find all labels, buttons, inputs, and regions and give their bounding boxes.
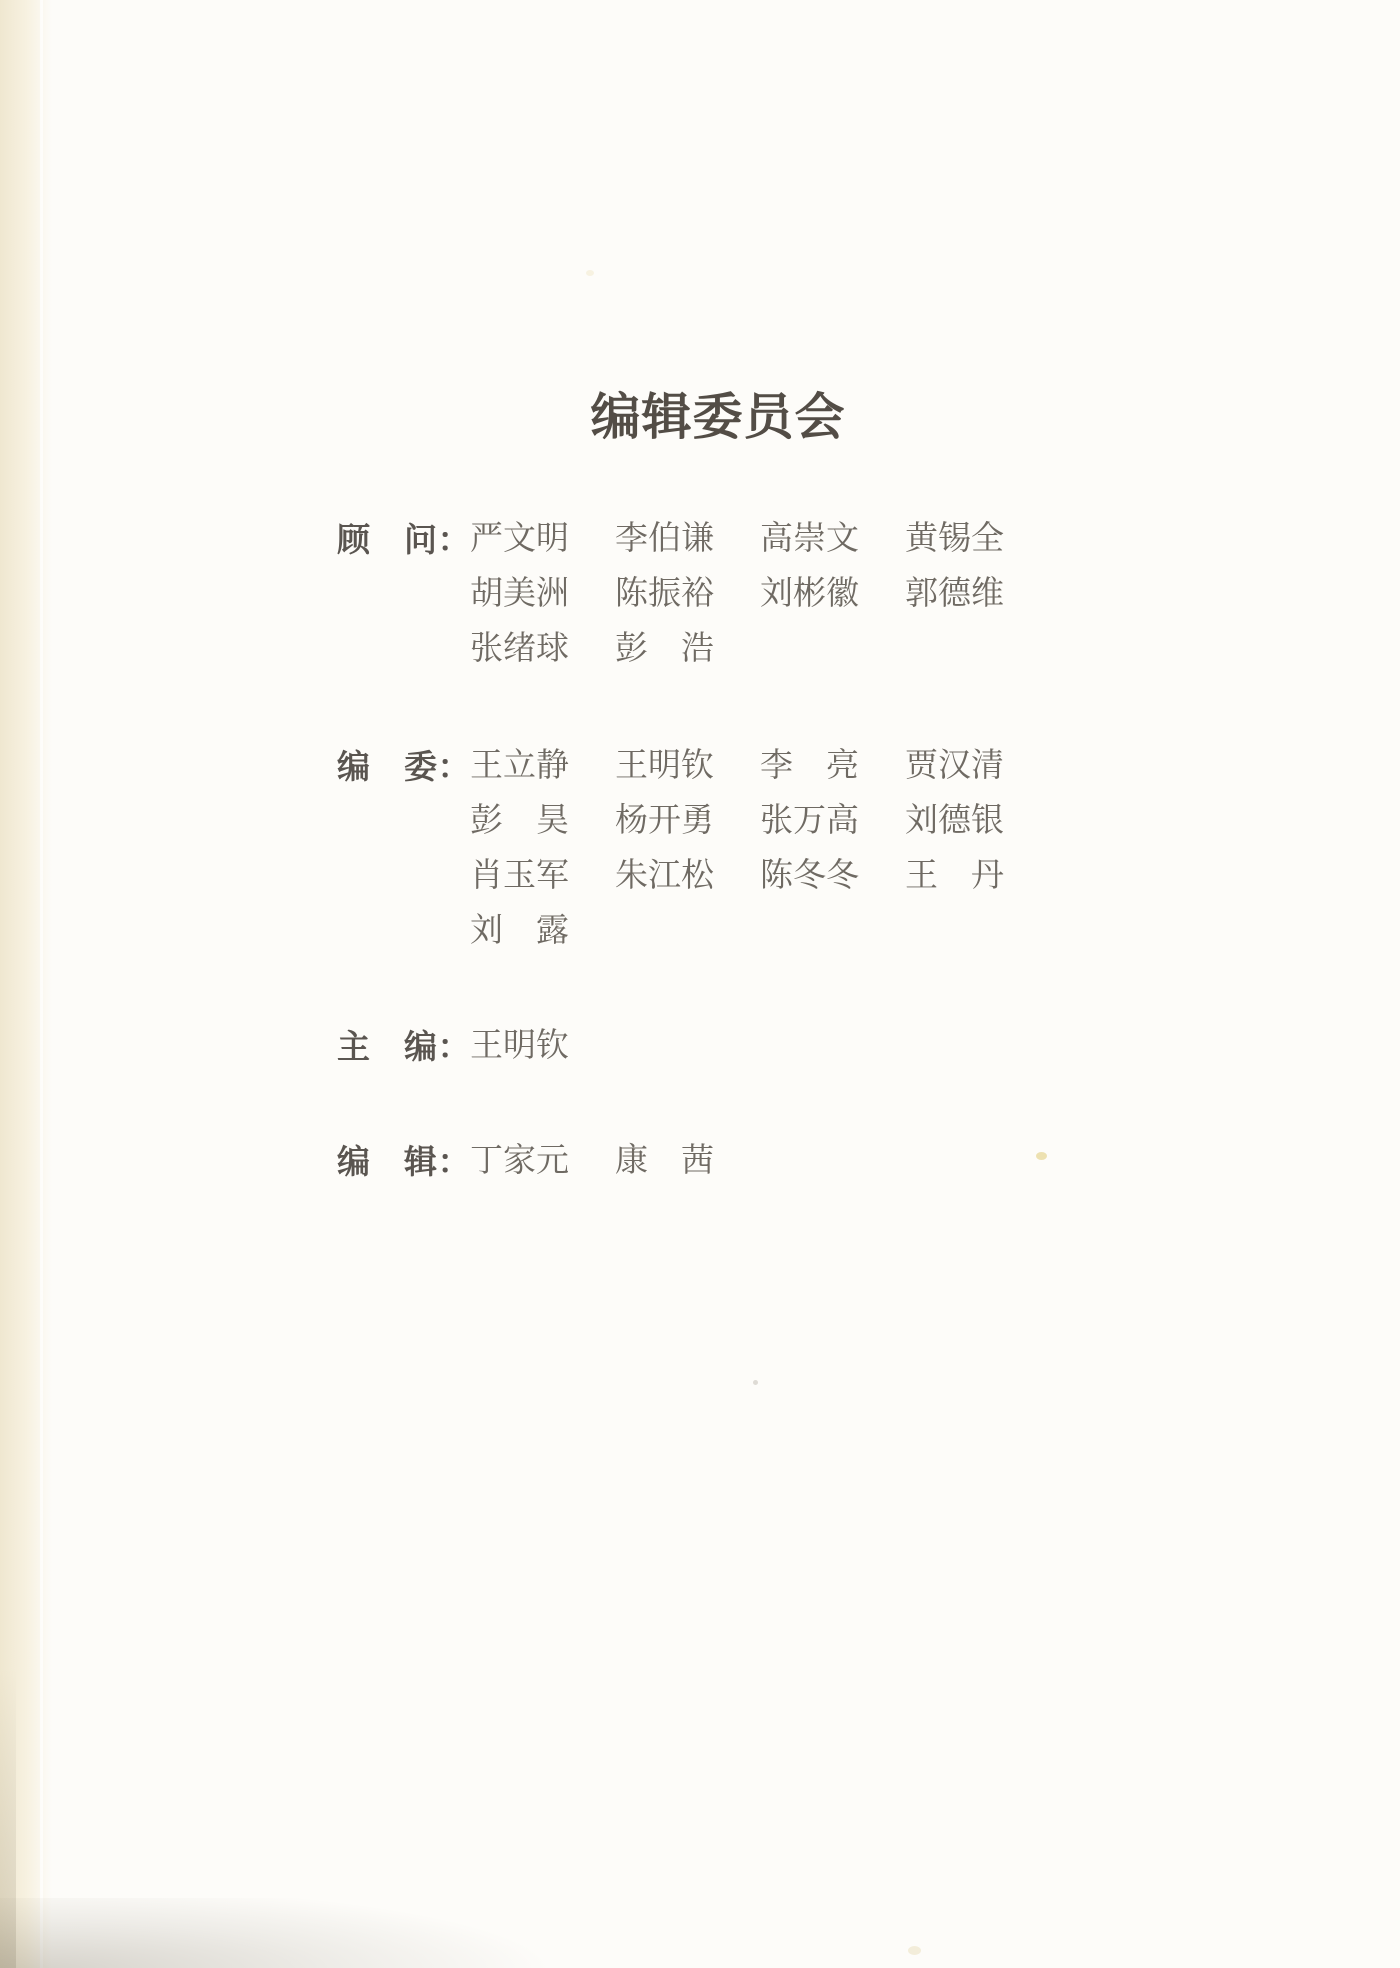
page-gutter-shadow — [0, 0, 54, 1968]
member-name: 刘 露 — [470, 913, 569, 949]
member-name: 刘彬徽 — [760, 576, 859, 612]
gutter-highlight-line — [40, 0, 43, 1968]
scan-speck — [753, 1380, 758, 1385]
member-name: 贾汉清 — [905, 748, 1004, 784]
member-name: 李伯谦 — [615, 521, 714, 557]
member-name: 刘德银 — [905, 803, 1004, 839]
member-name: 陈冬冬 — [760, 858, 859, 894]
chief-editor-row — [470, 1019, 569, 1074]
advisors-row-2 — [470, 567, 1004, 622]
member-name: 黄锡全 — [905, 521, 1004, 557]
member-name: 彭 浩 — [615, 631, 714, 667]
advisors-row-1 — [470, 512, 1004, 567]
advisors-row-3 — [470, 622, 714, 677]
scan-speck — [908, 1946, 921, 1955]
member-name: 康 茜 — [615, 1143, 714, 1179]
section-advisors-label: 顾 问： — [337, 521, 471, 558]
editorial-board-row-1 — [470, 739, 1004, 794]
member-name: 张万高 — [760, 803, 859, 839]
member-name: 郭德维 — [905, 576, 1004, 612]
member-name: 朱江松 — [615, 858, 714, 894]
scan-speck — [586, 270, 594, 276]
member-name: 杨开勇 — [615, 803, 714, 839]
member-name: 张绪球 — [470, 631, 569, 667]
editors-row — [470, 1134, 714, 1189]
member-name: 陈振裕 — [615, 576, 714, 612]
editorial-board-row-3 — [470, 849, 1004, 904]
bottom-edge-shadow — [0, 1898, 760, 1968]
left-edge-shadow — [0, 1668, 16, 1968]
member-name: 高崇文 — [760, 521, 859, 557]
page-title: 编辑委员会 — [590, 389, 846, 445]
member-name: 王 丹 — [905, 858, 1004, 894]
member-name: 王明钦 — [470, 1028, 569, 1064]
member-name: 胡美洲 — [470, 576, 569, 612]
section-chief-editor-label: 主 编： — [337, 1028, 471, 1065]
member-name: 严文明 — [470, 521, 569, 557]
scan-speck — [1036, 1152, 1047, 1160]
member-name: 肖玉军 — [470, 858, 569, 894]
editorial-board-row-4 — [470, 904, 569, 959]
member-name: 丁家元 — [470, 1143, 569, 1179]
section-editorial-board-label: 编 委： — [337, 748, 471, 785]
member-name: 王立静 — [470, 748, 569, 784]
member-name: 彭 昊 — [470, 803, 569, 839]
member-name: 李 亮 — [760, 748, 859, 784]
member-name: 王明钦 — [615, 748, 714, 784]
editorial-board-row-2 — [470, 794, 1004, 849]
section-editors-label: 编 辑： — [337, 1143, 471, 1180]
